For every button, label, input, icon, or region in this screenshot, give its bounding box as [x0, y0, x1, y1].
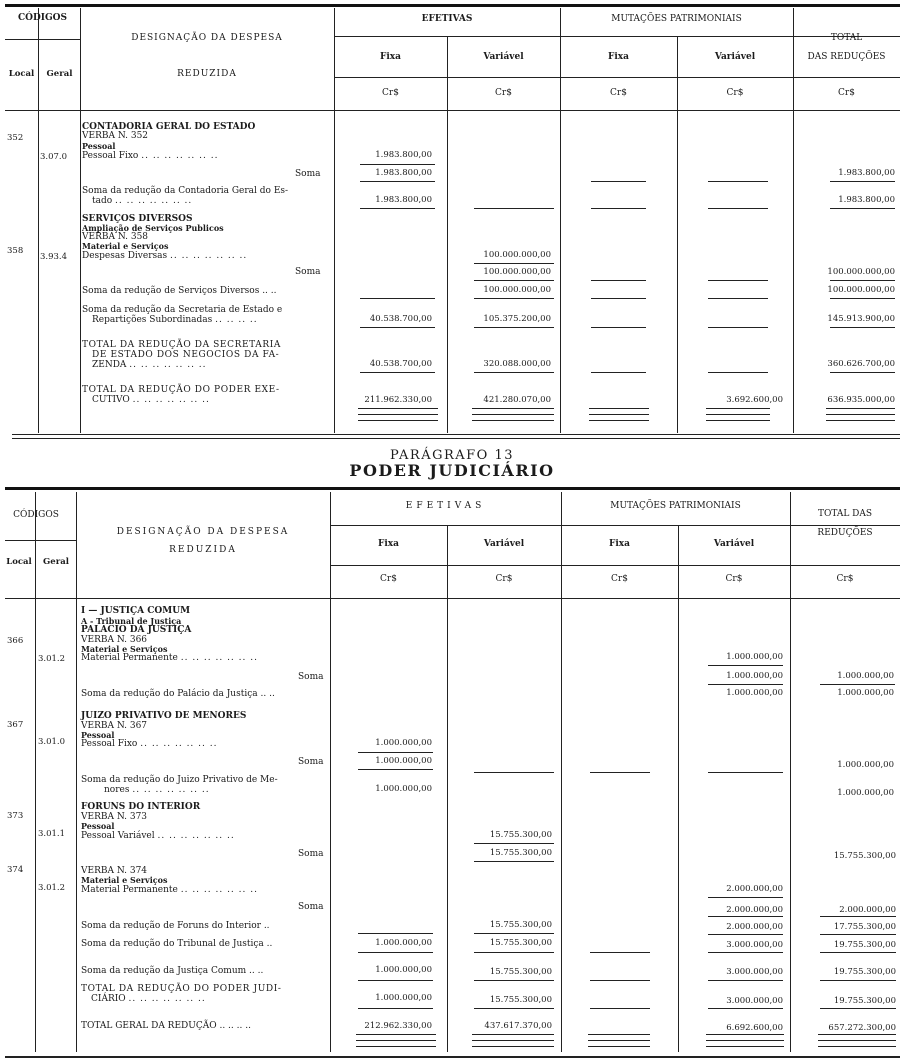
sum-rule [474, 298, 554, 299]
reduzida-header: REDUZIDA [177, 69, 237, 79]
value-cell: 2.000.000,00 [839, 905, 896, 915]
soma-label: Soma [298, 902, 324, 912]
sum-rule [830, 298, 895, 299]
sum-rule [820, 916, 896, 917]
value-cell: 100.000.000,00 [827, 285, 895, 295]
sum-rule [708, 897, 783, 898]
sum-rule [474, 327, 554, 328]
value-cell: 636.935.000,00 [827, 395, 895, 405]
subtotal-label: Repartições Subordinadas .. .. .. .. [92, 315, 258, 325]
value-cell: 15.755.300,00 [489, 967, 552, 977]
sum-rule [708, 772, 783, 773]
total-label: DE ESTADO DOS NEGOCIOS DA FA- [92, 350, 280, 360]
sum-rule [820, 684, 895, 685]
sum-rule [360, 181, 435, 182]
section-title: I — JUSTIÇA COMUM [81, 606, 191, 616]
sum-rule [591, 280, 646, 281]
sum-rule [472, 1046, 554, 1047]
total-header: DAS REDUÇÕES [807, 52, 886, 62]
sum-rule [706, 414, 770, 415]
value-cell: 1.983.800,00 [838, 195, 895, 205]
section-title: JUIZO PRIVATIVO DE MENORES [81, 711, 247, 721]
table1-bottom-rule [12, 438, 900, 439]
sum-rule [830, 280, 895, 281]
subtotal-label: Soma da redução da Secretaria de Estado e [82, 305, 283, 315]
value-cell: 1.000.000,00 [837, 760, 894, 770]
sum-rule [708, 372, 768, 373]
value-cell: 105.375.200,00 [483, 314, 551, 324]
local-code: 374 [7, 865, 24, 875]
sum-rule [360, 372, 435, 373]
subsection-label: Pessoal [81, 730, 115, 740]
subtotal-label: Soma da redução do Palácio da Justiça .. .. [81, 689, 275, 699]
sum-rule [830, 208, 895, 209]
table2-col-line [76, 492, 77, 1052]
sum-rule [358, 752, 433, 753]
designacao-header: DESIGNAÇÃO DA DESPESA [116, 527, 290, 537]
value-cell: 15.755.300,00 [489, 938, 552, 948]
paragraph-subtitle: PODER JUDICIÁRIO [349, 461, 555, 480]
total-label: CUTIVO .. .. .. .. .. .. .. [92, 395, 210, 405]
soma-label: Soma [295, 169, 321, 179]
value-cell: 2.000.000,00 [726, 905, 783, 915]
currency-label: Cr$ [611, 574, 628, 584]
value-cell: 2.000.000,00 [726, 884, 783, 894]
sum-rule [826, 414, 895, 415]
subtotal-label: Soma da redução de Serviços Diversos .. .. [82, 286, 277, 296]
local-code: 352 [7, 133, 24, 143]
table2-header-rule [330, 525, 900, 526]
verba-label: VERBA N. 367 [81, 721, 148, 731]
value-cell: 320.088.000,00 [483, 359, 551, 369]
sum-rule [358, 769, 433, 770]
value-cell: 3.000.000,00 [726, 940, 783, 950]
designacao-header: DESIGNAÇÃO DA DESPESA [131, 33, 283, 43]
sum-rule [708, 298, 768, 299]
sum-rule [589, 414, 649, 415]
value-cell: 1.983.800,00 [838, 168, 895, 178]
item-label: Pessoal Fixo .. .. .. .. .. .. .. [82, 151, 219, 161]
sum-rule [358, 414, 438, 415]
table1-bottom-rule [12, 434, 900, 435]
value-cell: 360.626.700,00 [827, 359, 895, 369]
currency-label: Cr$ [836, 574, 854, 584]
geral-code: 3.01.0 [38, 737, 66, 747]
value-cell: 100.000.000,00 [827, 267, 895, 277]
value-cell: 437.617.370,00 [484, 1021, 552, 1031]
sum-rule [358, 980, 433, 981]
table2-header-bottom [5, 598, 900, 599]
efetivas-header: EFETIVAS [421, 14, 473, 24]
verba-label: VERBA N. 373 [81, 812, 148, 822]
total-label: TOTAL DA REDUÇÃO DO PODER EXE- [82, 385, 280, 395]
sum-rule [360, 208, 435, 209]
sum-rule [360, 327, 435, 328]
sum-rule [708, 181, 768, 182]
total-header: TOTAL DAS [817, 509, 873, 519]
value-cell: 1.000.000,00 [375, 738, 432, 748]
sum-rule [706, 408, 770, 409]
value-cell: 100.000.000,00 [483, 285, 551, 295]
sum-rule [358, 420, 438, 421]
sum-rule [591, 372, 646, 373]
subtotal-label: Soma da redução de Foruns do Interior .. [81, 921, 270, 931]
sum-rule [474, 843, 554, 844]
table2-bottom-rule [5, 1056, 900, 1058]
fixa-header: Fixa [379, 52, 401, 62]
subsection-label: A - Tribunal de Justiça [81, 616, 182, 626]
value-cell: 15.755.300,00 [833, 851, 896, 861]
value-cell: 100.000.000,00 [483, 267, 551, 277]
value-cell: 40.538.700,00 [369, 359, 432, 369]
value-cell: 211.962.330,00 [364, 395, 432, 405]
sum-rule [818, 1034, 896, 1035]
sum-rule [820, 934, 896, 935]
sum-rule [474, 280, 554, 281]
total-label: TOTAL GERAL DA REDUÇÃO .. .. .. .. [81, 1021, 251, 1031]
sum-rule [358, 1008, 433, 1009]
value-cell: 40.538.700,00 [369, 314, 432, 324]
geral-code: 3.01.1 [38, 829, 66, 839]
subtotal-label: Soma da redução do Juizo Privativo de Me- [81, 775, 278, 785]
value-cell: 1.000.000,00 [837, 671, 894, 681]
value-cell: 1.000.000,00 [375, 784, 432, 794]
table1-header-rule [5, 39, 80, 40]
value-cell: 19.755.300,00 [833, 940, 896, 950]
sum-rule [708, 684, 783, 685]
sum-rule [474, 933, 554, 934]
variavel-header: Variável [483, 539, 525, 549]
sum-rule [591, 298, 646, 299]
sum-rule [472, 1034, 554, 1035]
subtotal-label: Soma da redução do Tribunal de Justiça .. [81, 939, 273, 949]
value-cell: 1.000.000,00 [837, 688, 894, 698]
value-cell: 15.755.300,00 [489, 848, 552, 858]
subsection-label: Material e Serviços [81, 875, 168, 885]
sum-rule [588, 1034, 650, 1035]
sum-rule [706, 1040, 784, 1041]
value-cell: 3.000.000,00 [726, 996, 783, 1006]
subsection-label: Material e Serviços [81, 644, 168, 654]
value-cell: 1.000.000,00 [726, 652, 783, 662]
total-label: TOTAL DA REDUÇÃO DA SECRETARIA [82, 340, 281, 350]
value-cell: 3.000.000,00 [726, 967, 783, 977]
sum-rule [706, 1046, 784, 1047]
fixa-header: Fixa [607, 52, 629, 62]
sum-rule [708, 665, 783, 666]
value-cell: 1.000.000,00 [837, 788, 894, 798]
table1-col-line [334, 8, 335, 433]
sum-rule [474, 980, 554, 981]
sum-rule [708, 280, 768, 281]
sum-rule [474, 952, 554, 953]
value-cell: 1.000.000,00 [726, 671, 783, 681]
value-cell: 2.000.000,00 [726, 922, 783, 932]
subtotal-label: nores .. .. .. .. .. .. .. [104, 785, 210, 795]
subsection-label: Ampliação de Serviços Publicos [82, 223, 224, 233]
sum-rule [590, 980, 650, 981]
local-header: Local [8, 69, 35, 79]
value-cell: 657.272.300,00 [828, 1023, 896, 1033]
sum-rule [589, 420, 649, 421]
mutacoes-header: MUTAÇÕES PATRIMONIAIS [611, 14, 742, 24]
sum-rule [708, 980, 783, 981]
soma-label: Soma [298, 672, 324, 682]
sum-rule [472, 408, 554, 409]
currency-label: Cr$ [838, 88, 855, 98]
sum-rule [474, 1008, 554, 1009]
sum-rule [708, 916, 783, 917]
sum-rule [820, 1008, 896, 1009]
item-label: Despesas Diversas .. .. .. .. .. .. .. [82, 251, 248, 261]
total-label: TOTAL DA REDUÇÃO DO PODER JUDI- [81, 984, 282, 994]
currency-label: Cr$ [726, 88, 744, 98]
value-cell: 19.755.300,00 [833, 967, 896, 977]
local-code: 358 [7, 246, 24, 256]
sum-rule [708, 952, 783, 953]
currency-label: Cr$ [610, 88, 627, 98]
table2-col-line [678, 526, 679, 1052]
value-cell: 1.983.800,00 [375, 168, 432, 178]
value-cell: 421.280.070,00 [483, 395, 551, 405]
geral-code: 3.93.4 [40, 252, 68, 262]
total-label: ZENDA .. .. .. .. .. .. .. [92, 360, 207, 370]
section-title: SERVIÇOS DIVERSOS [82, 214, 193, 224]
local-header: Local [6, 557, 32, 567]
value-cell: 1.000.000,00 [375, 993, 432, 1003]
sum-rule [474, 208, 554, 209]
sum-rule [358, 408, 438, 409]
section-title: CONTADORIA GERAL DO ESTADO [82, 122, 256, 132]
section-title: FORUNS DO INTERIOR [81, 802, 201, 812]
table2-top-rule [5, 487, 900, 490]
value-cell: 15.755.300,00 [489, 920, 552, 930]
subtotal-label: tado .. .. .. .. .. .. .. [92, 196, 193, 206]
variavel-header: Variável [483, 52, 524, 62]
value-cell: 15.755.300,00 [489, 995, 552, 1005]
fixa-header: Fixa [377, 539, 399, 549]
efetivas-header: EFETIVAS [405, 501, 486, 511]
codigos-header: CÓDIGOS [13, 510, 59, 520]
local-code: 373 [7, 811, 24, 821]
value-cell: 212.962.330,00 [364, 1021, 432, 1031]
total-header: REDUÇÕES [817, 528, 873, 538]
sum-rule [590, 952, 650, 953]
sum-rule [588, 1040, 650, 1041]
table1-col-line [793, 8, 794, 433]
value-cell: 6.692.600,00 [726, 1023, 783, 1033]
sum-rule [474, 372, 554, 373]
table2-header-rule [5, 540, 76, 541]
currency-label: Cr$ [380, 574, 397, 584]
sum-rule [830, 327, 895, 328]
sum-rule [708, 208, 768, 209]
sum-rule [826, 408, 895, 409]
geral-code: 3.07.0 [40, 152, 68, 162]
sum-rule [474, 263, 554, 264]
value-cell: 1.000.000,00 [375, 756, 432, 766]
soma-label: Soma [298, 849, 324, 859]
sum-rule [474, 861, 554, 862]
geral-code: 3.01.2 [38, 883, 66, 893]
table2-col-line [447, 526, 448, 1052]
value-cell: 1.983.800,00 [375, 195, 432, 205]
item-label: Pessoal Variável .. .. .. .. .. .. .. [81, 831, 235, 841]
table1-header-bottom [5, 110, 900, 111]
sum-rule [589, 408, 649, 409]
sum-rule [356, 1034, 436, 1035]
total-label: CIÁRIO .. .. .. .. .. .. .. [91, 994, 206, 1004]
total-header: TOTAL [830, 33, 863, 43]
paragraph-title: PARÁGRAFO 13 [389, 448, 515, 463]
sum-rule [706, 1034, 784, 1035]
value-cell: 1.000.000,00 [375, 938, 432, 948]
local-code: 366 [7, 636, 24, 646]
value-cell: 145.913.900,00 [827, 314, 895, 324]
sum-rule [472, 1040, 554, 1041]
sum-rule [356, 1040, 436, 1041]
sum-rule [818, 1046, 896, 1047]
currency-label: Cr$ [495, 88, 512, 98]
local-code: 367 [7, 720, 24, 730]
sum-rule [708, 1008, 783, 1009]
value-cell: 100.000.000,00 [483, 250, 551, 260]
verba-label: VERBA N. 358 [82, 232, 149, 242]
value-cell: 19.755.300,00 [833, 996, 896, 1006]
value-cell: 1.983.800,00 [375, 150, 432, 160]
value-cell: 1.000.000,00 [375, 965, 432, 975]
sum-rule [708, 934, 783, 935]
sum-rule [356, 1046, 436, 1047]
item-label: Material Permanente .. .. .. .. .. .. .. [81, 653, 258, 663]
sum-rule [590, 1008, 650, 1009]
table1-top-rule [5, 4, 900, 7]
sum-rule [591, 181, 646, 182]
sum-rule [830, 181, 895, 182]
sum-rule [360, 298, 435, 299]
sum-rule [590, 772, 650, 773]
sum-rule [820, 952, 896, 953]
sum-rule [830, 372, 895, 373]
geral-header: Geral [43, 557, 69, 567]
currency-label: Cr$ [725, 574, 743, 584]
currency-label: Cr$ [382, 88, 399, 98]
sum-rule [472, 414, 554, 415]
subsection-label: Pessoal [81, 821, 115, 831]
variavel-header: Variável [714, 52, 756, 62]
table2-col-line [35, 492, 36, 1052]
value-cell: 15.755.300,00 [489, 830, 552, 840]
geral-code: 3.01.2 [38, 654, 66, 664]
sum-rule [826, 420, 895, 421]
subsection-label: Material e Serviços [82, 241, 169, 251]
sum-rule [708, 327, 768, 328]
table2-header-rule [330, 565, 900, 566]
sum-rule [706, 420, 770, 421]
variavel-header: Variável [713, 539, 755, 549]
table1-header-rule [334, 77, 900, 78]
value-cell: 1.000.000,00 [726, 688, 783, 698]
value-cell: 17.755.300,00 [833, 922, 896, 932]
section-title: PALACIO DA JUSTIÇA [81, 625, 192, 635]
sum-rule [818, 1040, 896, 1041]
item-label: Material Permanente .. .. .. .. .. .. .. [81, 885, 258, 895]
mutacoes-header: MUTAÇÕES PATRIMONIAIS [610, 501, 741, 511]
sum-rule [591, 208, 646, 209]
subsection-label: Pessoal [82, 141, 116, 151]
item-label: Pessoal Fixo .. .. .. .. .. .. .. [81, 739, 218, 749]
sum-rule [591, 327, 646, 328]
subtotal-label: Soma da redução da Justiça Comum .. .. [81, 966, 264, 976]
currency-label: Cr$ [495, 574, 513, 584]
geral-header: Geral [46, 69, 73, 79]
sum-rule [820, 980, 896, 981]
subtotal-label: Soma da redução da Contadoria Geral do Es- [82, 186, 289, 196]
sum-rule [358, 933, 433, 934]
sum-rule [360, 164, 435, 165]
verba-label: VERBA N. 374 [81, 866, 148, 876]
soma-label: Soma [298, 757, 324, 767]
codigos-header: CÓDIGOS [17, 13, 68, 23]
sum-rule [472, 420, 554, 421]
sum-rule [474, 772, 554, 773]
value-cell: 3.692.600,00 [726, 395, 783, 405]
verba-label: VERBA N. 366 [81, 635, 148, 645]
fixa-header: Fixa [608, 539, 630, 549]
verba-label: VERBA N. 352 [82, 131, 149, 141]
reduzida-header: REDUZIDA [169, 545, 237, 555]
table1-col-line [560, 8, 561, 433]
soma-label: Soma [295, 267, 321, 277]
sum-rule [588, 1046, 650, 1047]
sum-rule [358, 952, 433, 953]
